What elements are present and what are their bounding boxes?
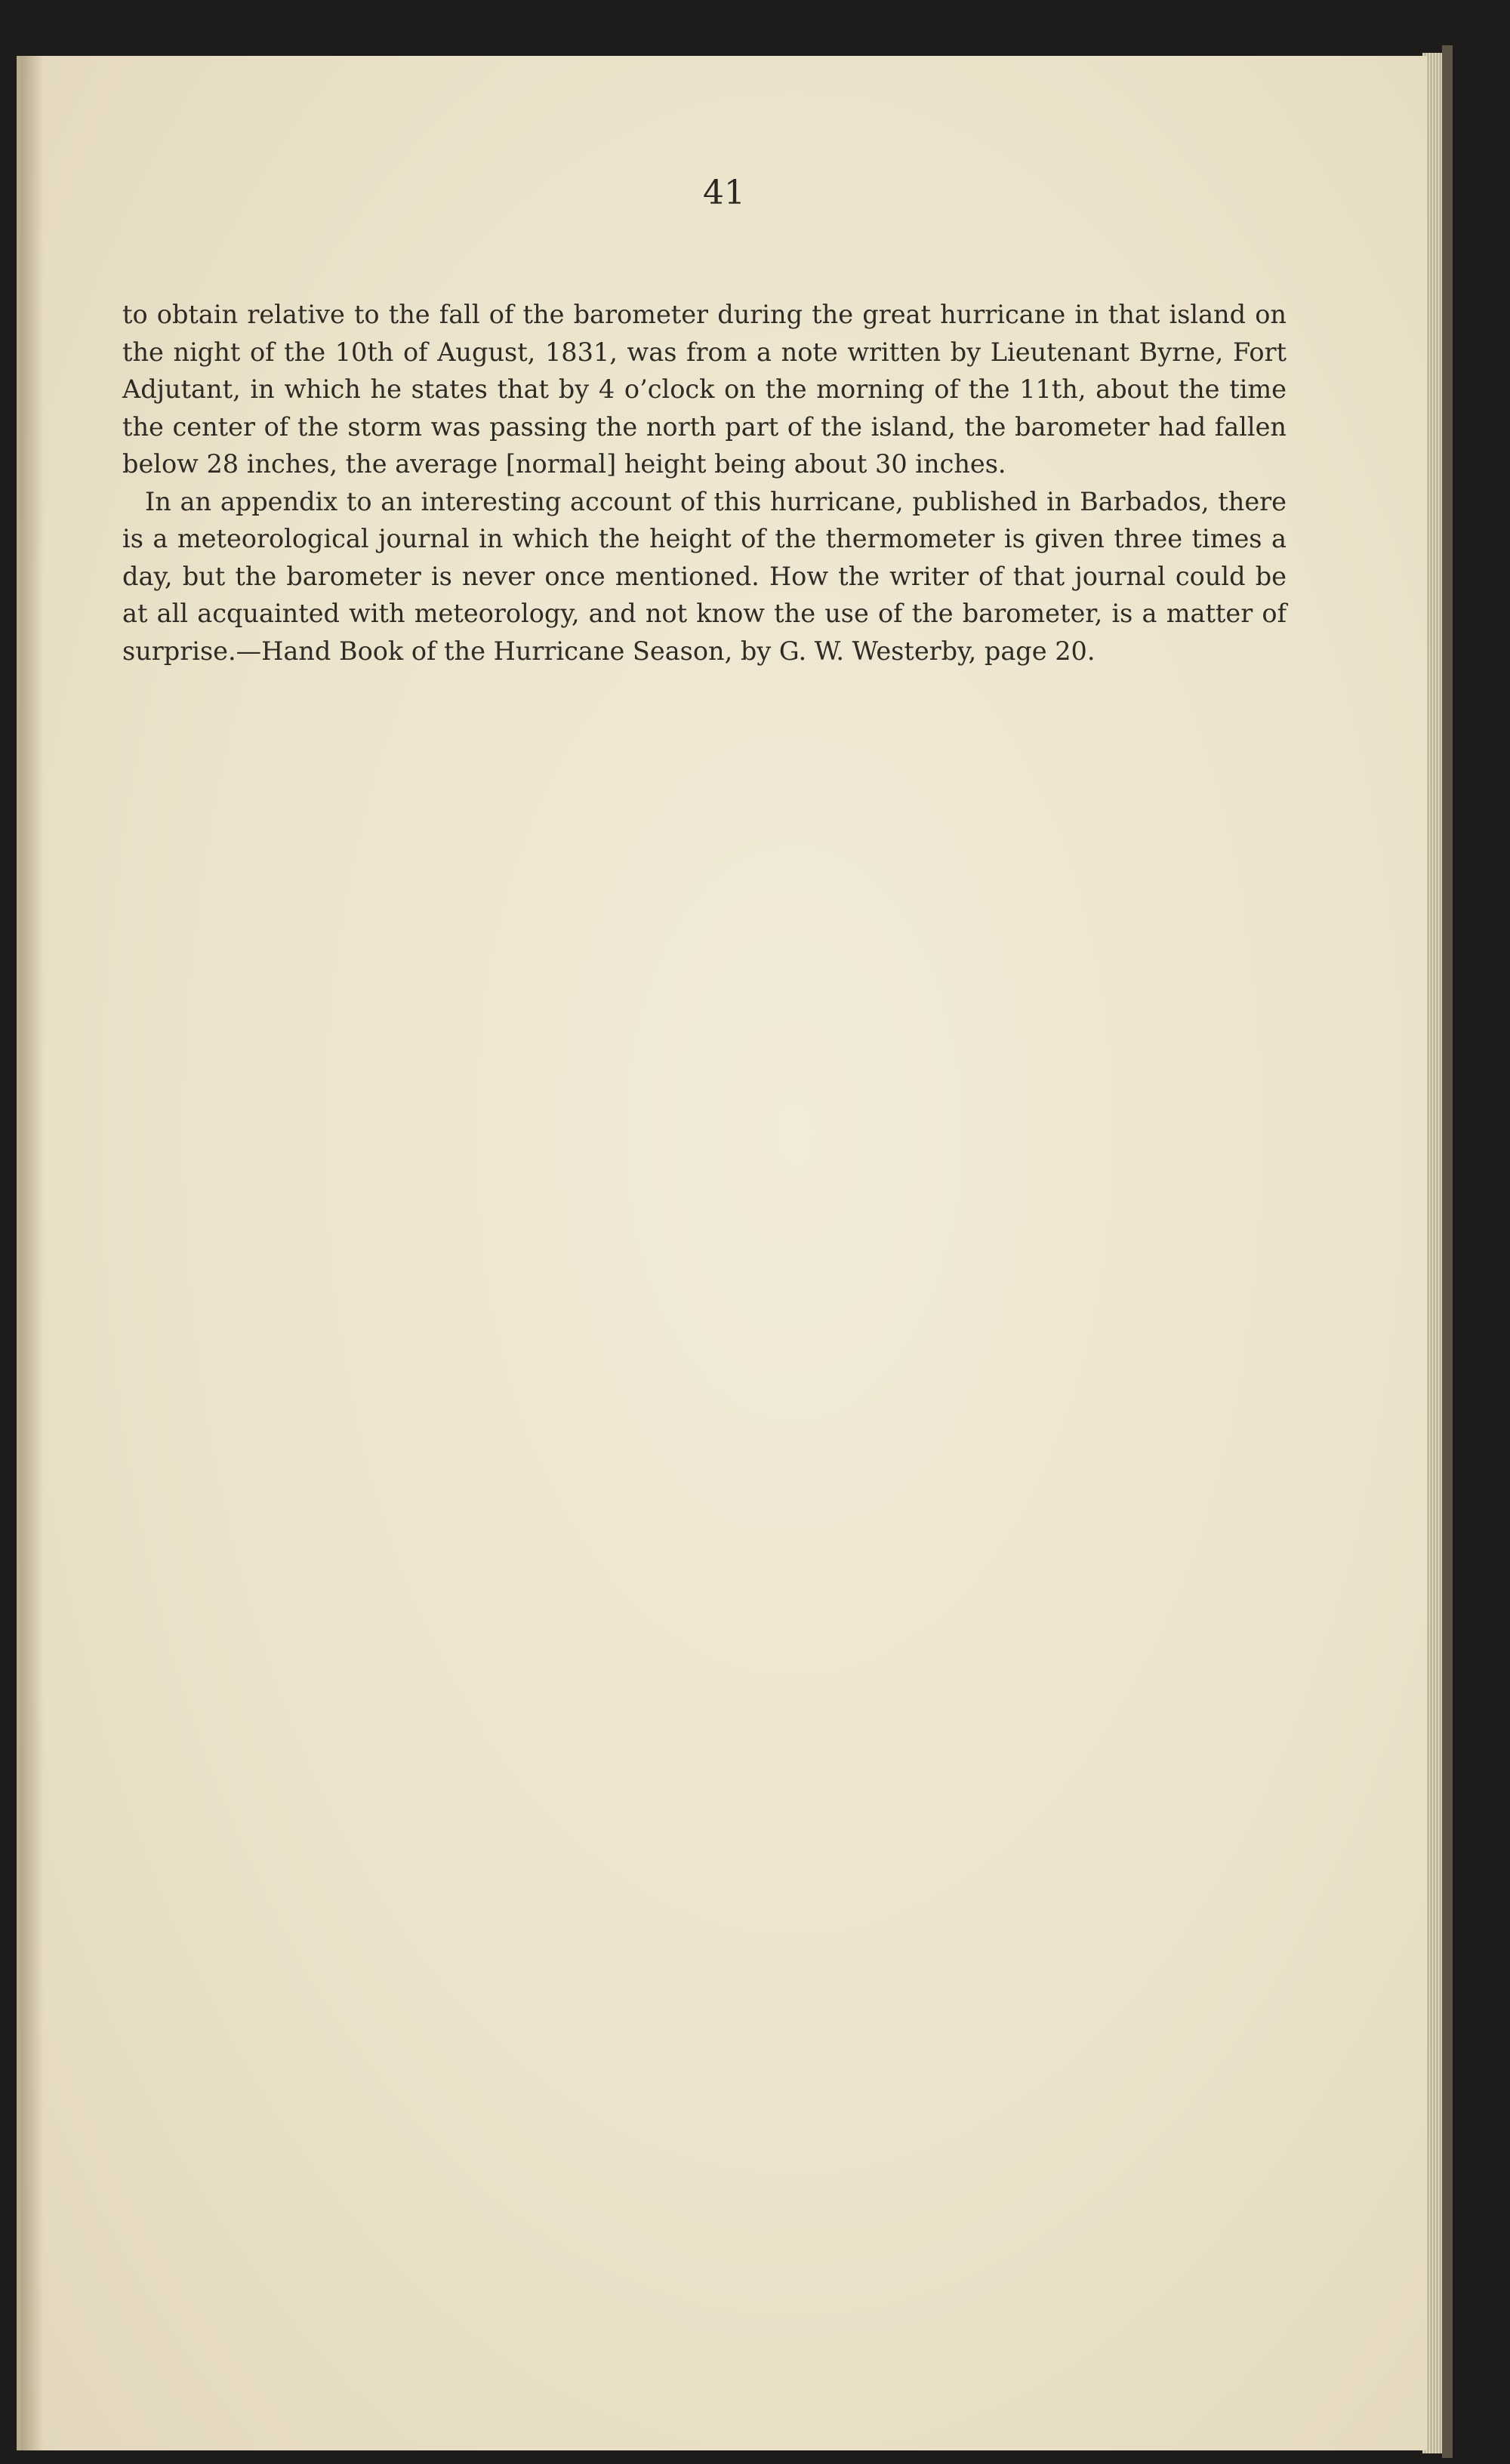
page-number: 41: [703, 174, 745, 212]
paragraph-appendix: In an appendix to an interesting account of this hurricane, published in Barbados, there is a meteorological journal in which the height of the thermometer is given three times a day, but the barometer is never once mentioned. How the writer of that journal could be at all acquainted with meteorology, and not know the use of the barometer, is a matter of surprise.—Hand Book of the Hurricane Season, by G. W. Westerby, page 20.: [122, 486, 1287, 666]
book-page: [17, 56, 1427, 2450]
body-text: [122, 296, 1287, 670]
paragraph-continued: to obtain relative to the fall of the barometer during the great hurricane in that island on the night of the 10th of August, 1831, was from a note written by Lieutenant Byrne, Fort Adjutant, in which he states that by 4 o’clock on the morning of the 11th, about the time the center of the storm was passing the north part of the island, the barometer had fallen below 28 inches, the average [normal] height being about 30 inches.: [122, 300, 1287, 479]
book-binding-edge: [1442, 45, 1453, 2458]
